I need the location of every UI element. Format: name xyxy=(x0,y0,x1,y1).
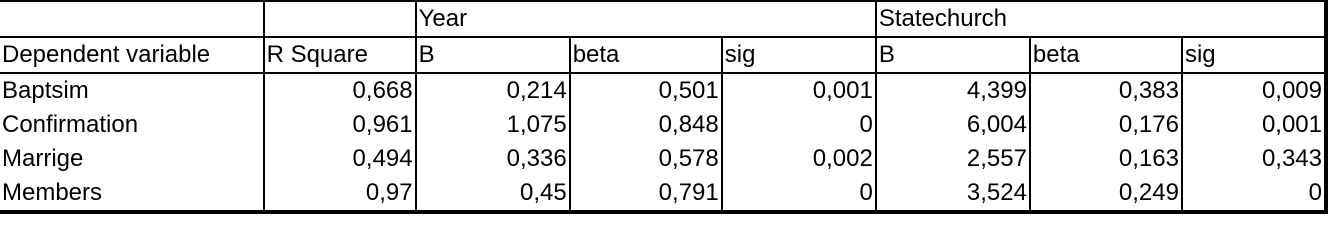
group-header-row xyxy=(0,1,1326,37)
table-cell: 3,524 xyxy=(876,176,1030,212)
table-cell: 0,009 xyxy=(1182,73,1326,108)
table-row xyxy=(0,176,1326,212)
table-row xyxy=(0,73,1326,108)
table-cell: 0,668 xyxy=(264,73,416,108)
column-header-row xyxy=(0,37,1326,73)
column-header: sig xyxy=(722,37,876,73)
column-header: Dependent variable xyxy=(0,37,264,73)
row-label: Marrige xyxy=(2,145,84,172)
table-cell: 0 xyxy=(722,176,876,212)
table-cell: 2,557 xyxy=(876,142,1030,176)
column-header: B xyxy=(416,37,570,73)
table-cell: 0,791 xyxy=(570,176,722,212)
table-cell: 0,97 xyxy=(264,176,416,212)
table-cell: 0 xyxy=(722,108,876,142)
table-cell: 0,336 xyxy=(416,142,570,176)
table-cell: 0,214 xyxy=(416,73,570,108)
table-cell: 0,501 xyxy=(570,73,722,108)
table-row xyxy=(0,108,1326,142)
table-cell: 0,961 xyxy=(264,108,416,142)
table-cell: 0,249 xyxy=(1030,176,1182,212)
table-cell: 0,001 xyxy=(1182,108,1326,142)
table-cell: 4,399 xyxy=(876,73,1030,108)
column-header: B xyxy=(876,37,1030,73)
column-header: beta xyxy=(570,37,722,73)
row-label: Baptsim xyxy=(2,77,89,104)
table-cell: 0 xyxy=(1182,176,1326,212)
table-cell: 0,163 xyxy=(1030,142,1182,176)
table-cell: 0,176 xyxy=(1030,108,1182,142)
column-header: R Square xyxy=(264,37,416,73)
row-label: Confirmation xyxy=(2,111,139,138)
row-label: Members xyxy=(0,176,264,212)
table-cell: 6,004 xyxy=(876,108,1030,142)
column-header: sig xyxy=(1182,37,1326,73)
table-row xyxy=(0,142,1326,176)
table-cell: 0,848 xyxy=(570,108,722,142)
table-cell: 1,075 xyxy=(416,108,570,142)
table-cell: 0,45 xyxy=(416,176,570,212)
group-header-year: Year xyxy=(416,1,876,37)
column-header: beta xyxy=(1030,37,1182,73)
table-cell: 0,578 xyxy=(570,142,722,176)
table-cell: 0,383 xyxy=(1030,73,1182,108)
table-cell: 0,002 xyxy=(722,142,876,176)
header-empty-cell xyxy=(0,1,264,37)
group-header-statechurch: Statechurch xyxy=(876,1,1326,37)
table-cell: 0,494 xyxy=(264,142,416,176)
header-empty-cell xyxy=(264,1,416,37)
table-cell: 0,343 xyxy=(1182,142,1326,176)
table-cell: 0,001 xyxy=(722,73,876,108)
